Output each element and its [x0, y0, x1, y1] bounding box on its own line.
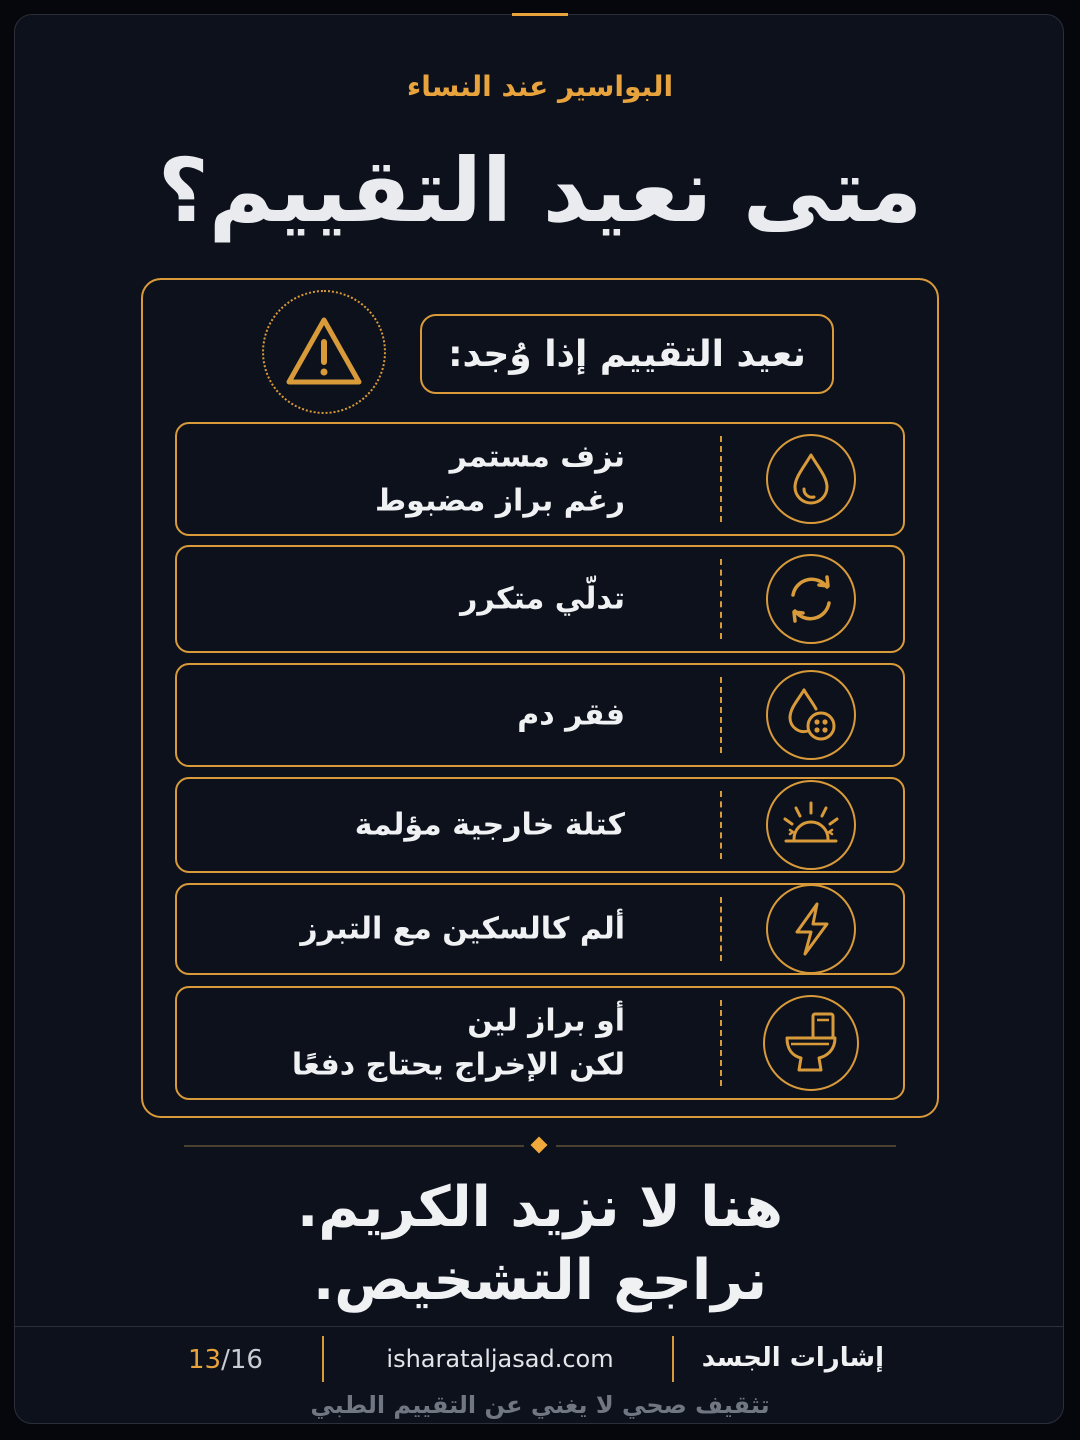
row-divider: [720, 791, 722, 859]
criteria-text: [292, 1000, 625, 1087]
criteria-text: [460, 577, 625, 621]
criteria-line: كتلة خارجية مؤلمة: [354, 807, 625, 843]
criteria-header: نعيد التقييم إذا وُجد:: [420, 314, 834, 394]
row-divider: [720, 436, 722, 522]
blood-cells-icon: [782, 686, 840, 744]
criteria-line: لكن الإخراج يحتاج دفعًا: [291, 1047, 625, 1082]
icon-circle: [766, 554, 856, 644]
criteria-row-lump: [175, 777, 905, 873]
footer-url[interactable]: isharataljasad.com: [386, 1345, 614, 1373]
disclaimer: تثقيف صحي لا يغني عن التقييم الطبي: [310, 1391, 770, 1419]
criteria-text: [300, 907, 625, 951]
separator-line-left: [184, 1145, 524, 1147]
criteria-row-anemia: [175, 663, 905, 767]
criteria-line: رغم براز مضبوط: [374, 483, 625, 518]
icon-circle: [766, 780, 856, 870]
page-title: متى نعيد التقييم؟: [157, 139, 923, 242]
closing-line: نراجع التشخيص.: [312, 1247, 768, 1313]
criteria-text: [517, 693, 625, 737]
closing-line: هنا لا نزيد الكريم.: [297, 1175, 783, 1240]
criteria-row-sharp-pain: [175, 883, 905, 975]
row-divider: [720, 559, 722, 639]
icon-circle: [766, 434, 856, 524]
criteria-row-straining: [175, 986, 905, 1100]
closing-statement: [0, 1172, 1080, 1318]
criteria-row-bleeding: [175, 422, 905, 536]
icon-circle: [766, 670, 856, 760]
kicker-label: البواسير عند النساء: [406, 70, 674, 103]
criteria-text: [355, 803, 625, 847]
criteria-line: أو براز لين: [467, 1003, 625, 1039]
row-divider: [720, 1000, 722, 1086]
toilet-icon: [783, 1010, 839, 1076]
page-total: /16: [221, 1345, 263, 1375]
page-current: 13: [188, 1345, 222, 1375]
footer-separator: [322, 1336, 324, 1382]
recurring-arrows-icon: [783, 571, 839, 627]
painful-lump-icon: [780, 799, 842, 851]
icon-circle: [766, 884, 856, 974]
criteria-text: [375, 436, 625, 523]
separator-line-right: [556, 1145, 896, 1147]
icon-circle: [763, 995, 859, 1091]
blood-drop-icon: [786, 451, 836, 507]
footer-divider: [15, 1326, 1063, 1327]
footer-separator: [672, 1336, 674, 1382]
criteria-line: ألم كالسكين مع التبرز: [300, 911, 625, 947]
row-divider: [720, 677, 722, 753]
lightning-icon: [787, 900, 835, 958]
criteria-line: تدلّي متكرر: [460, 581, 625, 617]
row-divider: [720, 897, 722, 961]
top-accent-mark: [512, 13, 568, 16]
footer-brand: إشارات الجسد: [701, 1343, 884, 1373]
criteria-row-prolapse: [175, 545, 905, 653]
criteria-line: فقر دم: [517, 697, 625, 733]
criteria-line: نزف مستمر: [449, 439, 625, 475]
warning-badge: [262, 290, 386, 414]
warning-icon: [284, 314, 364, 390]
page-counter: [188, 1345, 263, 1375]
